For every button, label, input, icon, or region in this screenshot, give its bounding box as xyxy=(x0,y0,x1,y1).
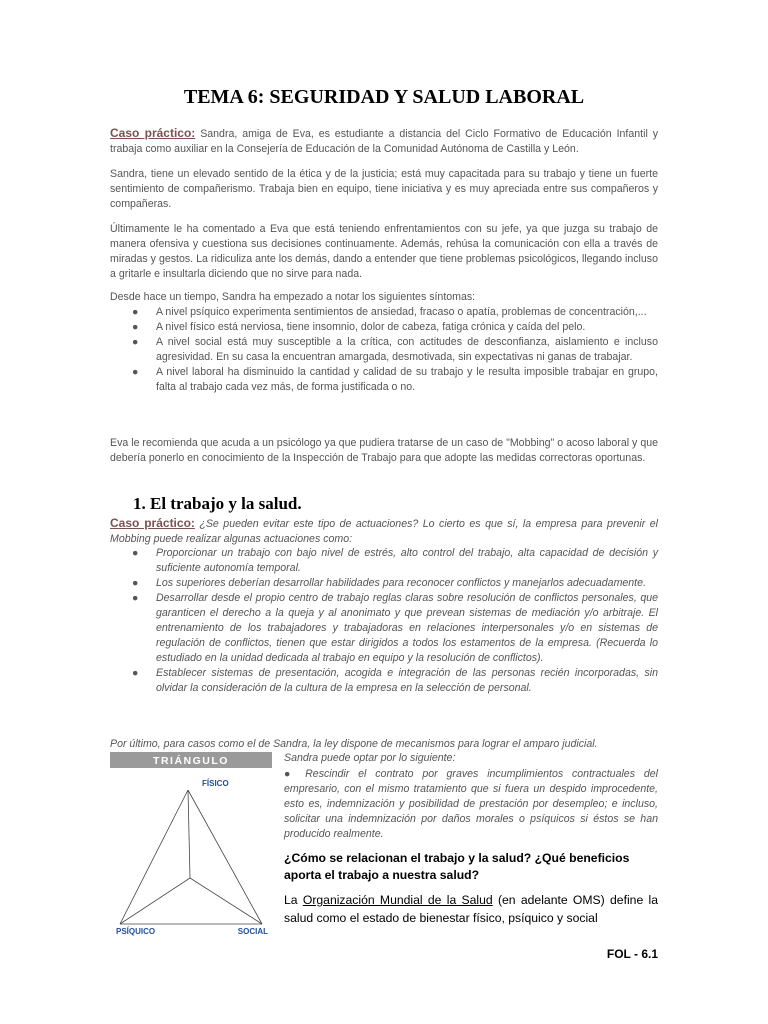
case-label: Caso práctico: xyxy=(110,516,195,530)
bullet-icon: ● xyxy=(284,768,306,780)
bullet-icon: ● xyxy=(132,321,139,333)
vertex-label-psiquico: PSÍQUICO xyxy=(116,927,156,936)
list-item: ● A nivel social está muy susceptible a la crítica, con actitudes de desconfianza, aislamiento e incluso agresividad. En su casa la encuentran amargada, desmotivada, sin expectativas ni ganas de trabajar. xyxy=(132,336,658,363)
paragraph-conflicts: Últimamente le ha comentado a Eva que está teniendo enfrentamientos con su jefe, ya que juzga su trabajo de manera ofensiva y cuestiona sus decisiones continuamente. Además, rehúsa la comunicación con ella a través de miradas y gestos. La ridiculiza ante los demás, dando a entender que tiene problemas psicológicos, llegando incluso a gritarle e insultarla diciendo que no sirve para nada. xyxy=(110,223,658,280)
page-footer: FOL - 6.1 xyxy=(606,947,658,961)
bullet-icon: ● xyxy=(132,577,139,589)
recommendation-paragraph: Eva le recomienda que acuda a un psicólogo ya que pudiera tratarse de un caso de "Mobbing" o acoso laboral y que debería ponerlo en conocimiento de la Inspección de Trabajo para que adopte las medidas correctoras oportunas. xyxy=(110,437,658,464)
bullet-icon: ● xyxy=(132,336,139,348)
option-intro: Sandra puede optar por lo siguiente: xyxy=(284,752,456,764)
list-item: ● Los superiores deberían desarrollar habilidades para reconocer conflictos y manejarlos adecuadamente. xyxy=(132,577,646,589)
symptoms-list xyxy=(110,305,658,395)
bullet-icon: ● xyxy=(132,592,139,604)
health-triangle-diagram xyxy=(110,752,272,938)
page-title: TEMA 6: SEGURIDAD Y SALUD LABORAL xyxy=(183,86,585,108)
section-question: ¿Cómo se relacionan el trabajo y la salud? ¿Qué beneficios aporta el trabajo a nuestra salud? xyxy=(284,851,630,882)
vertex-label-social: SOCIAL xyxy=(237,927,268,936)
paragraph-ethics: Sandra, tiene un elevado sentido de la ética y de la justicia; está muy capacitada para su trabajo y tiene un fuerte sentimiento de compañerismo. Trabaja bien en equipo, tiene iniciativa y es muy apreciada entre sus compañeros y compañeras. xyxy=(110,168,658,210)
section-heading: 1. El trabajo y la salud. xyxy=(133,494,302,513)
list-item: ● A nivel laboral ha disminuido la cantidad y calidad de su trabajo y le resulta imposible trabajar en grupo, falta al trabajo cada vez más, de forma justificada o no. xyxy=(132,366,658,393)
vertex-label-fisico: FÍSICO xyxy=(202,779,229,788)
oms-paragraph: La Organización Mundial de la Salud (en adelante OMS) define la salud como el estado de bienestar físico, psíquico y social xyxy=(284,893,658,925)
option-paragraph: ● Rescindir el contrato por graves incumplimientos contractuales del empresario, con el mismo tratamiento que si fuera un despido improcedente, esto es, indemnización y posibilidad de prestación por desempleo; e incluso, solicitar una indemnización por daños morales o psíquicos si éstos se han producido realmente. xyxy=(284,768,658,840)
case-label: Caso práctico: xyxy=(110,126,196,140)
intro-paragraph xyxy=(110,126,658,157)
closing-paragraph: Por último, para casos como el de Sandra, la ley dispone de mecanismos para lograr el amparo judicial. xyxy=(110,738,598,750)
bullet-icon: ● xyxy=(132,547,139,559)
list-item: ● Proporcionar un trabajo con bajo nivel de estrés, alto control del trabajo, alta capacidad de decisión y suficiente autonomía temporal. xyxy=(132,547,658,574)
bullet-icon: ● xyxy=(132,366,139,378)
case-question-text: ¿Se pueden evitar este tipo de actuaciones? Lo cierto es que sí, la empresa para prevenir el Mobbing puede realizar algunas actuaciones como: xyxy=(110,518,658,545)
list-item: ● A nivel físico está nerviosa, tiene insomnio, dolor de cabeza, fatiga crónica y caída del pelo. xyxy=(132,321,586,333)
list-item: ● Establecer sistemas de presentación, acogida e integración de las personas recién incorporadas, sin olvidar la consideración de la cultura de la empresa en la selección de personal. xyxy=(132,667,658,694)
triangle-header: TRIÁNGULO xyxy=(153,755,229,767)
list-item: ● A nivel psíquico experimenta sentimientos de ansiedad, fracaso o apatía, problemas de concentración,... xyxy=(132,306,647,318)
bullet-icon: ● xyxy=(132,667,139,679)
list-item: ● Desarrollar desde el propio centro de trabajo reglas claras sobre resolución de conflictos personales, que garanticen el derecho a la queja y al anonimato y que prevean sistemas de mediación y/o arbitraje. El entrenamiento de los trabajadores y trabajadoras en relaciones interpersonales y/o en sistemas de regulación de conflictos, tienen que estar dirigidos a todos los estamentos de la empresa. (Recuerda lo estudiado en la unidad dedicada al trabajo en equipo y la resolución de conflictos). xyxy=(132,592,658,664)
paragraph-symptoms-intro: Desde hace un tiempo, Sandra ha empezado a notar los siguientes síntomas: xyxy=(110,291,476,303)
oms-link[interactable]: Organización Mundial de la Salud xyxy=(302,893,493,907)
intro-text: Sandra, amiga de Eva, es estudiante a distancia del Ciclo Formativo de Educación Infantil y trabaja como auxiliar en la Consejería de Educación de la Comunidad Autónoma de Castilla y León. xyxy=(110,128,658,155)
measures-list xyxy=(110,546,658,696)
bullet-icon: ● xyxy=(132,306,139,318)
triangle-lines xyxy=(120,790,262,924)
case-question-paragraph xyxy=(110,516,658,547)
